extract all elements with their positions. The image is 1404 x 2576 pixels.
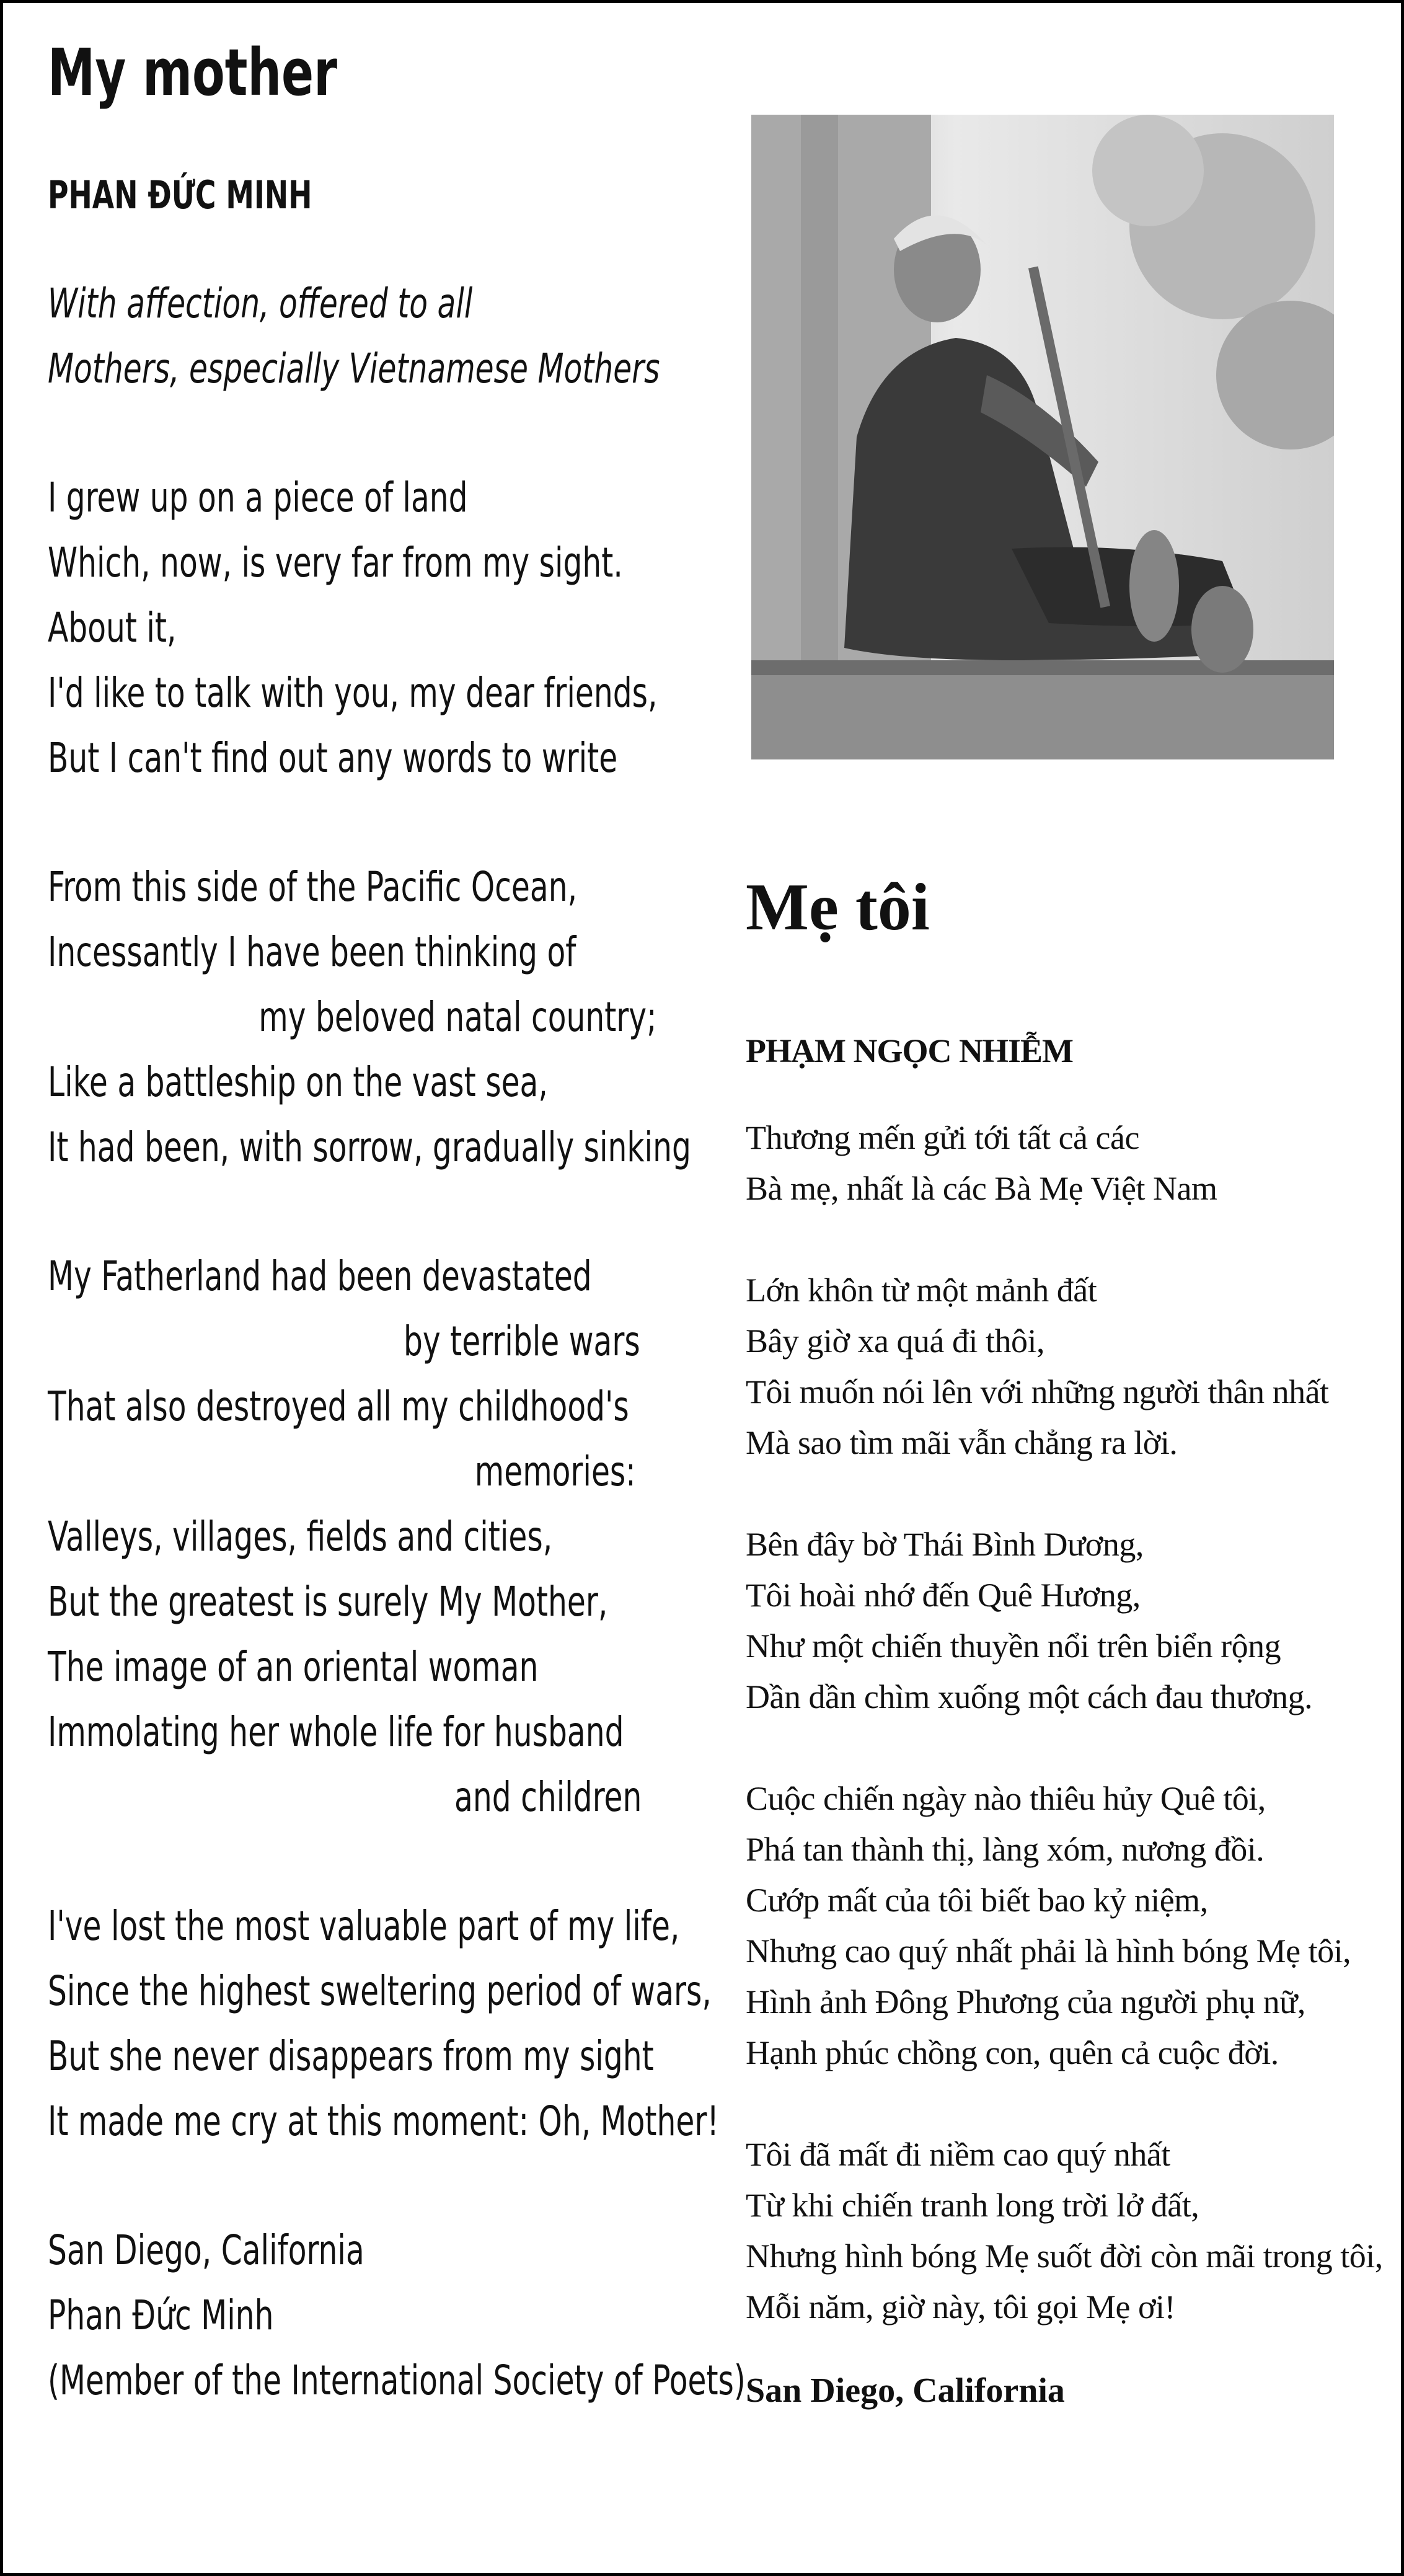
poem-line: Which, now, is very far from my sight.: [48, 538, 623, 586]
poem-line: My Fatherland had been devastated: [48, 1252, 592, 1300]
poem-line: It had been, with sorrow, gradually sinking: [48, 1123, 691, 1171]
signature-line: (Member of the International Society of Poets): [48, 2356, 746, 2404]
poem-line: Valleys, villages, fields and cities,: [48, 1512, 553, 1560]
vietnamese-stanza-4: [746, 2129, 1390, 2332]
poem-line: I've lost the most valuable part of my life,: [48, 1901, 680, 1950]
signature-line: San Diego, California: [48, 2226, 364, 2274]
poem-line: Mà sao tìm mãi vẫn chẳng ra lời.: [746, 1423, 1178, 1461]
english-stanza-1: [48, 465, 717, 790]
vietnamese-stanza-2: [746, 1519, 1390, 1722]
poem-line: It made me cry at this moment: Oh, Mother!: [48, 2097, 719, 2145]
poem-line: and children: [454, 1773, 642, 1821]
poem-line: Nhưng hình bóng Mẹ suốt đời còn mãi trong tôi,: [746, 2237, 1383, 2275]
poem-line: my beloved natal country;: [258, 993, 657, 1041]
poem-line: Nhưng cao quý nhất phải là hình bóng Mẹ tôi,: [746, 1932, 1351, 1970]
dedication-line: With affection, offered to all: [48, 279, 473, 327]
english-stanza-4: [48, 1893, 717, 2154]
poem-line: Như một chiến thuyền nổi trên biển rộng: [746, 1627, 1281, 1665]
poem-line: Dần dần chìm xuống một cách đau thương.: [746, 1678, 1313, 1715]
poem-line: Immolating her whole life for husband: [48, 1707, 624, 1756]
poem-line: Từ khi chiến tranh long trời lở đất,: [746, 2186, 1199, 2224]
poem-line: About it,: [48, 603, 177, 652]
poem-line: memories:: [474, 1447, 636, 1495]
poem-line: Incessantly I have been thinking of: [48, 927, 576, 976]
dedication-line: Mothers, especially Vietnamese Mothers: [48, 344, 660, 392]
poem-line: Hạnh phúc chồng con, quên cả cuộc đời.: [746, 2034, 1279, 2071]
vietnamese-title: Mẹ tôi: [746, 870, 930, 944]
vietnamese-footer: San Diego, California: [746, 2371, 1065, 2410]
poem-line: Bây giờ xa quá đi thôi,: [746, 1322, 1044, 1360]
english-stanza-3: [48, 1244, 717, 1830]
poem-line: I'd like to talk with you, my dear friends,: [48, 668, 658, 717]
poem-line: That also destroyed all my childhood's: [48, 1382, 629, 1430]
poem-line: From this side of the Pacific Ocean,: [48, 862, 578, 911]
vietnamese-poem: [746, 871, 1390, 2410]
poem-line: Hình ảnh Đông Phương của người phụ nữ,: [746, 1983, 1305, 2021]
vietnamese-dedication: [746, 1112, 1390, 1214]
poem-line: Since the highest sweltering period of wars,: [48, 1967, 712, 2015]
signature-line: Phan Đức Minh: [48, 2291, 274, 2339]
english-stanza-2: [48, 854, 717, 1180]
poem-line: The image of an oriental woman: [48, 1642, 539, 1691]
photo-illustration: [751, 115, 1334, 759]
english-author: PHAN ĐỨC MINH: [48, 172, 312, 218]
poem-line: by terrible wars: [404, 1317, 640, 1365]
poem-line: But I can't find out any words to write: [48, 733, 618, 782]
poem-line: Tôi muốn nói lên với những người thân nhất: [746, 1373, 1329, 1410]
english-title: My mother: [48, 35, 337, 110]
poem-line: But the greatest is surely My Mother,: [48, 1577, 608, 1626]
vietnamese-stanza-1: [746, 1265, 1390, 1468]
vietnamese-stanza-3: [746, 1773, 1390, 2078]
dedication-line: Thương mến gửi tới tất cả các: [746, 1118, 1139, 1156]
poem-line: Tôi đã mất đi niềm cao quý nhất: [746, 2135, 1170, 2173]
vietnamese-author: PHẠM NGỌC NHIỄM: [746, 1032, 1073, 1069]
dedication-line: Bà mẹ, nhất là các Bà Mẹ Việt Nam: [746, 1169, 1217, 1207]
poem-line: Like a battleship on the vast sea,: [48, 1058, 548, 1106]
poem-line: Cuộc chiến ngày nào thiêu hủy Quê tôi,: [746, 1779, 1266, 1817]
poem-line: Tôi hoài nhớ đến Quê Hương,: [746, 1576, 1141, 1614]
poem-line: Bên đây bờ Thái Bình Dương,: [746, 1525, 1144, 1563]
poem-line: Phá tan thành thị, làng xóm, nương đồi.: [746, 1830, 1265, 1868]
poem-line: Mỗi năm, giờ này, tôi gọi Mẹ ơi!: [746, 2288, 1176, 2326]
poem-line: But she never disappears from my sight: [48, 2032, 654, 2080]
english-signature: [48, 2218, 746, 2413]
poem-line: I grew up on a piece of land: [48, 473, 468, 521]
poem-line: Lớn khôn từ một mảnh đất: [746, 1271, 1097, 1309]
elderly-woman-photo: [751, 115, 1334, 759]
english-dedication: [48, 271, 717, 401]
poem-line: Cướp mất của tôi biết bao kỷ niệm,: [746, 1881, 1208, 1919]
english-poem: [48, 34, 746, 2413]
